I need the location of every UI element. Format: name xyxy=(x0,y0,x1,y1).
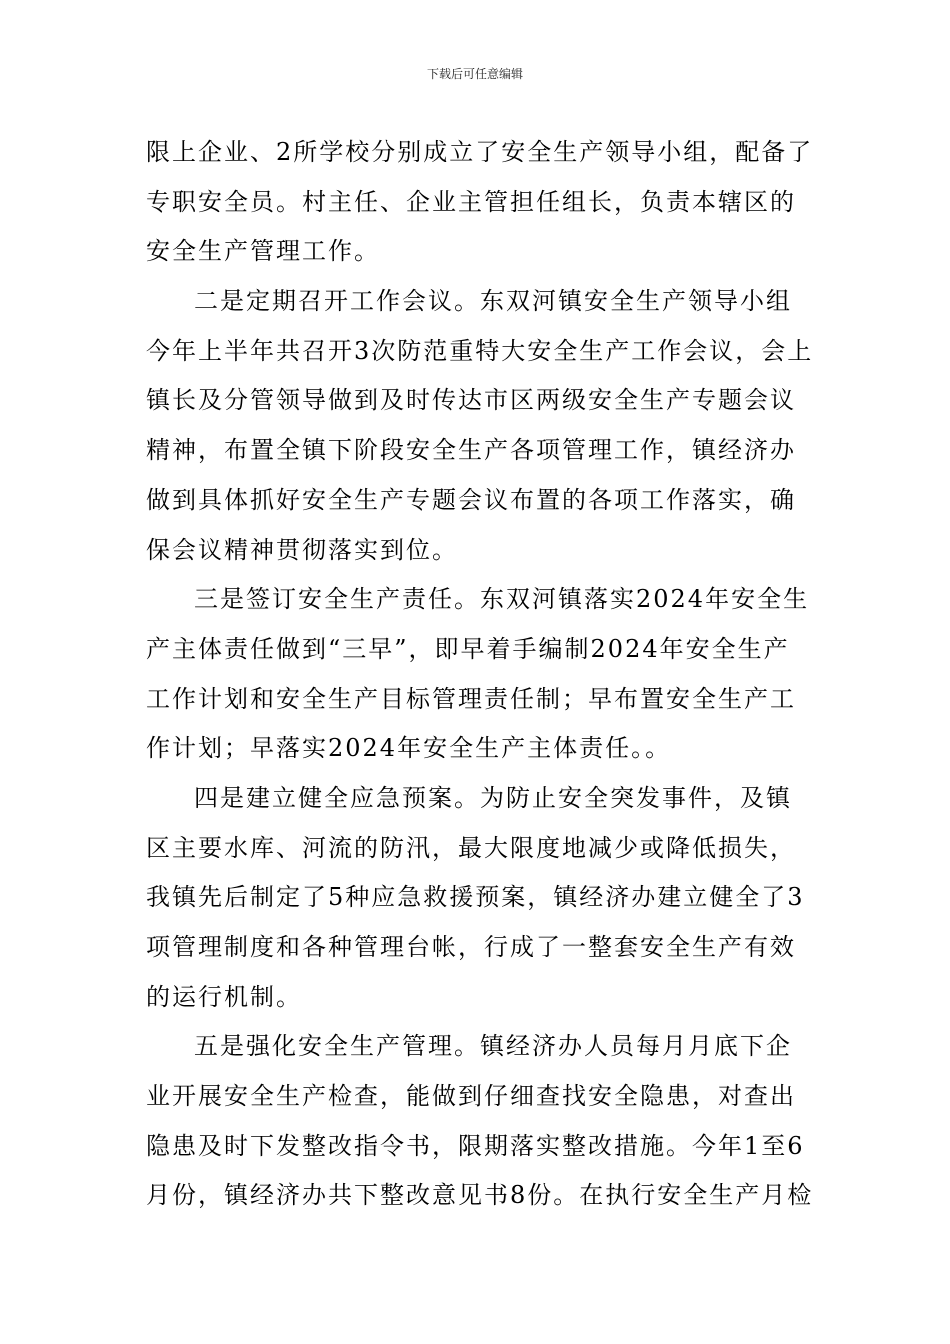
text-line: 区主要水库、河流的防汛，最大限度地减少或降低损失， xyxy=(146,833,796,862)
text-line: 专职安全员。村主任、企业主管担任组长，负责本辖区的 xyxy=(146,187,796,216)
text-line: 隐患及时下发整改指令书，限期落实整改措施。今年1至6 xyxy=(146,1131,805,1160)
text-line: 五是强化安全生产管理。镇经济办人员每月月底下企 xyxy=(194,1032,792,1061)
text-line: 二是定期召开工作会议。东双河镇安全生产领导小组 xyxy=(194,287,792,316)
text-line: 做到具体抓好安全生产专题会议布置的各项工作落实，确 xyxy=(146,485,796,514)
paragraph-2 xyxy=(146,277,814,575)
text-line: 保会议精神贯彻落实到位。 xyxy=(146,535,458,564)
text-line: 月份，镇经济办共下整改意见书8份。在执行安全生产月检 xyxy=(146,1181,814,1210)
text-line: 项管理制度和各种管理台帐，行成了一整套安全生产有效 xyxy=(146,933,796,961)
text-line: 作计划；早落实2024年安全生产主体责任。。 xyxy=(146,734,672,763)
text-line: 精神，布置全镇下阶段安全生产各项管理工作，镇经济办 xyxy=(146,436,796,465)
text-line: 四是建立健全应急预案。为防止安全突发事件，及镇 xyxy=(194,783,792,812)
text-line: 的运行机制。 xyxy=(146,982,302,1011)
document-body xyxy=(146,128,814,1221)
page-header: 下载后可任意编辑 xyxy=(426,67,523,81)
text-line: 安全生产管理工作。 xyxy=(146,237,380,266)
text-line: 镇长及分管领导做到及时传达市区两级安全生产专题会议 xyxy=(146,386,796,415)
text-line: 工作计划和安全生产目标管理责任制；早布置安全生产工 xyxy=(146,684,796,713)
paragraph-1 xyxy=(146,128,814,277)
text-line: 三是签订安全生产责任。东双河镇落实2024年安全生 xyxy=(194,585,810,614)
text-line: 产主体责任做到“三早”，即早着手编制2024年安全生产 xyxy=(146,634,790,663)
text-line: 今年上半年共召开3次防范重特大安全生产工作会议，会上 xyxy=(146,336,814,365)
paragraph-4 xyxy=(146,774,806,1022)
paragraph-5 xyxy=(146,1022,814,1221)
text-line: 我镇先后制定了5种应急救援预案，镇经济办建立健全了3 xyxy=(146,883,805,912)
text-line: 业开展安全生产检查，能做到仔细查找安全隐患，对查出 xyxy=(146,1082,796,1111)
text-line: 限上企业、2所学校分别成立了安全生产领导小组，配备了 xyxy=(146,138,814,166)
paragraph-3 xyxy=(146,575,810,774)
